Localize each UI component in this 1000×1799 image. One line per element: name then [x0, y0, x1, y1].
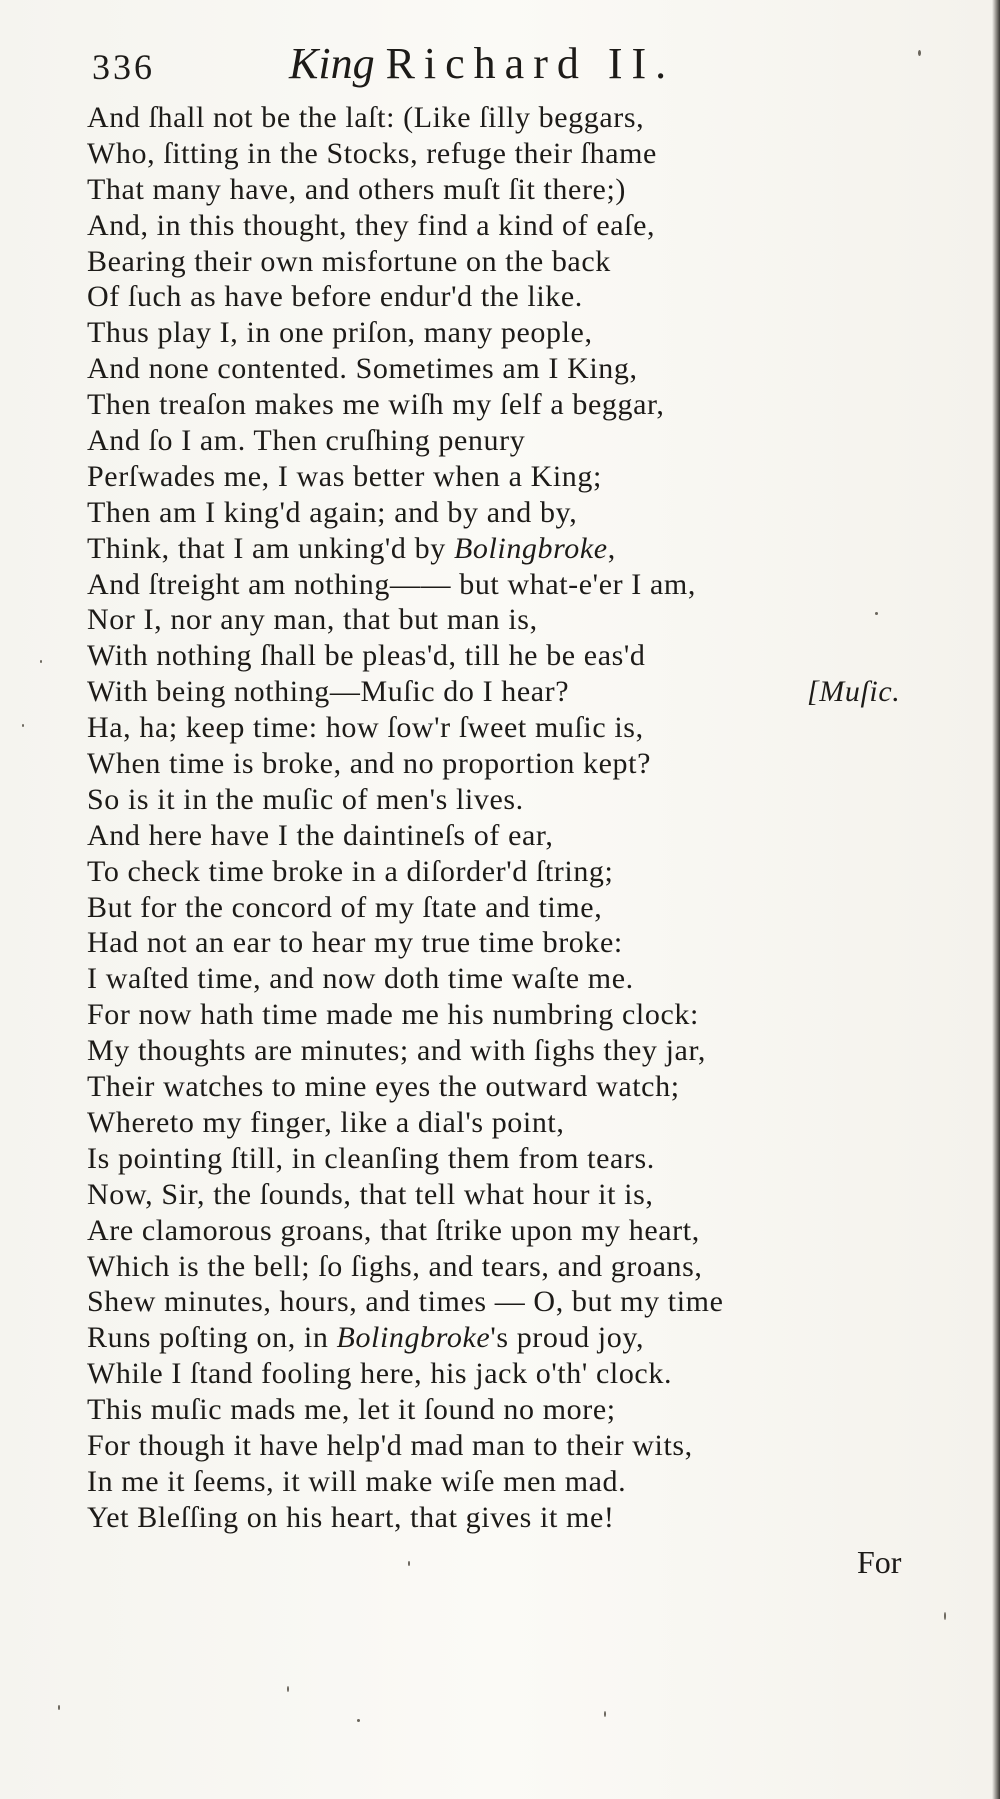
verse-line	[87, 746, 987, 782]
verse-line-text: Are clamorous groans, that ſtrike upon my heart,	[87, 1213, 700, 1247]
print-speck	[918, 50, 921, 56]
verse-line	[87, 602, 987, 638]
verse-line-text: Of ſuch as have before endur'd the like.	[87, 280, 583, 314]
stage-direction: [Muſic.	[807, 675, 901, 709]
print-speck	[287, 1686, 289, 1692]
verse-line	[87, 1141, 987, 1177]
verse-line-text: Which is the bell; ſo ſighs, and tears, and groans,	[87, 1249, 703, 1283]
verse-line-text: With being nothing—Muſic do I hear?	[87, 675, 570, 709]
verse-line	[87, 100, 987, 136]
verse-line	[87, 1500, 987, 1536]
verse-text	[87, 100, 987, 1536]
verse-line-text: Whereto my finger, like a dial's point,	[87, 1105, 565, 1139]
verse-line	[87, 136, 987, 172]
verse-line	[87, 387, 987, 423]
verse-line-text: And ſhall not be the laſt: (Like ſilly beggars,	[87, 101, 645, 134]
verse-line	[87, 1033, 987, 1069]
print-speck	[58, 1705, 60, 1710]
verse-line	[87, 710, 987, 746]
verse-line	[87, 1284, 987, 1320]
verse-line	[87, 244, 987, 280]
verse-line	[87, 925, 987, 961]
page-number: 336	[92, 47, 155, 87]
verse-line-text-after: ,	[607, 531, 616, 565]
verse-line-text: For though it have help'd mad man to their wits,	[87, 1428, 693, 1462]
verse-line-text: When time is broke, and no proportion kept?	[87, 747, 651, 781]
verse-line	[87, 1392, 987, 1428]
verse-line-text: Shew minutes, hours, and times — O, but my time	[87, 1285, 724, 1319]
verse-line	[87, 1105, 987, 1141]
verse-line	[87, 495, 987, 531]
verse-line	[87, 1177, 987, 1213]
verse-line-text: Now, Sir, the ſounds, that tell what hour it is,	[87, 1177, 654, 1211]
verse-line	[87, 567, 987, 603]
verse-line	[87, 279, 987, 315]
print-speck	[40, 660, 42, 663]
verse-line	[87, 459, 987, 495]
verse-line-text: Then treaſon makes me wiſh my ſelf a beggar,	[87, 388, 665, 422]
verse-line-text: And ſtreight am nothing—— but what-e'er I am,	[87, 567, 696, 601]
verse-line-text: Nor I, nor any man, that but man is,	[87, 603, 538, 637]
print-speck	[408, 1561, 410, 1566]
print-speck	[604, 1711, 606, 1717]
verse-line-text: This muſic mads me, let it ſound no more;	[87, 1393, 616, 1427]
verse-line-text: Perſwades me, I was better when a King;	[87, 459, 602, 493]
verse-line-text: Runs poſting on, in	[87, 1321, 337, 1355]
verse-line-text: Who, ſitting in the Stocks, refuge their ſhame	[87, 136, 657, 170]
verse-line-text: I waſted time, and now doth time waſte me.	[87, 962, 634, 996]
verse-line-text: And, in this thought, they find a kind of eaſe,	[87, 208, 656, 242]
verse-line	[87, 172, 987, 208]
verse-line-text: Is pointing ſtill, in cleanſing them from tears.	[87, 1141, 655, 1175]
verse-line-text: But for the concord of my ſtate and time,	[87, 890, 603, 924]
verse-line-text: To check time broke in a diſorder'd ſtring;	[87, 854, 614, 888]
print-speck	[22, 724, 24, 727]
page-edge-shadow	[992, 0, 1000, 1799]
verse-line	[87, 1069, 987, 1105]
verse-line-text: Yet Bleſſing on his heart, that gives it me!	[87, 1500, 615, 1534]
running-header	[92, 38, 792, 98]
verse-line-text: Thus play I, in one priſon, many people,	[87, 316, 593, 350]
running-title	[289, 38, 675, 89]
verse-line-italic-name: Bolingbroke	[336, 1321, 491, 1355]
verse-line-italic-name: Bolingbroke	[453, 531, 608, 565]
verse-line	[87, 1213, 987, 1249]
verse-line	[87, 674, 987, 710]
verse-line-text: That many have, and others muſt ſit there;)	[87, 172, 626, 206]
running-title-caps: Richard II.	[385, 39, 676, 88]
verse-line-text: With nothing ſhall be pleas'd, till he be eas'd	[87, 639, 646, 673]
verse-line	[87, 638, 987, 674]
verse-line	[87, 1464, 987, 1500]
verse-line-text: And none contented. Sometimes am I King,	[87, 352, 638, 386]
verse-line-text: While I ſtand fooling here, his jack o'th' clock.	[87, 1357, 673, 1391]
verse-line	[87, 782, 987, 818]
print-speck	[875, 612, 878, 615]
verse-line	[87, 351, 987, 387]
running-title-italic: King	[289, 39, 375, 88]
verse-line-text: My thoughts are minutes; and with ſighs they jar,	[87, 1034, 706, 1068]
verse-line	[87, 997, 987, 1033]
verse-line	[87, 890, 987, 926]
verse-line	[87, 1320, 987, 1356]
verse-line-text: In me it ſeems, it will make wiſe men mad.	[87, 1464, 627, 1498]
catchword: For	[857, 1544, 902, 1580]
print-speck	[944, 1612, 946, 1620]
verse-line	[87, 315, 987, 351]
verse-line-text: And here have I the daintineſs of ear,	[87, 818, 554, 852]
verse-line	[87, 818, 987, 854]
print-speck	[357, 1719, 360, 1722]
verse-line-text: Think, that I am unking'd by	[87, 531, 454, 565]
verse-line	[87, 1428, 987, 1464]
verse-line	[87, 423, 987, 459]
verse-line-text: Their watches to mine eyes the outward watch;	[87, 1070, 680, 1104]
verse-line-text: Ha, ha; keep time: how ſow'r ſweet muſic is,	[87, 711, 644, 745]
verse-line-text: Had not an ear to hear my true time broke:	[87, 926, 623, 960]
verse-line-text: For now hath time made me his numbring clock:	[87, 998, 699, 1032]
verse-line	[87, 1356, 987, 1392]
verse-line	[87, 208, 987, 244]
verse-line	[87, 961, 987, 997]
verse-line	[87, 854, 987, 890]
verse-line	[87, 1249, 987, 1285]
verse-line-text: Then am I king'd again; and by and by,	[87, 495, 578, 529]
verse-line-text: Bearing their own misfortune on the back	[87, 244, 611, 278]
verse-line	[87, 531, 987, 567]
verse-line-text: And ſo I am. Then cruſhing penury	[87, 424, 526, 458]
verse-line-text-after: 's proud joy,	[490, 1321, 645, 1355]
verse-line-text: So is it in the muſic of men's lives.	[87, 782, 524, 816]
